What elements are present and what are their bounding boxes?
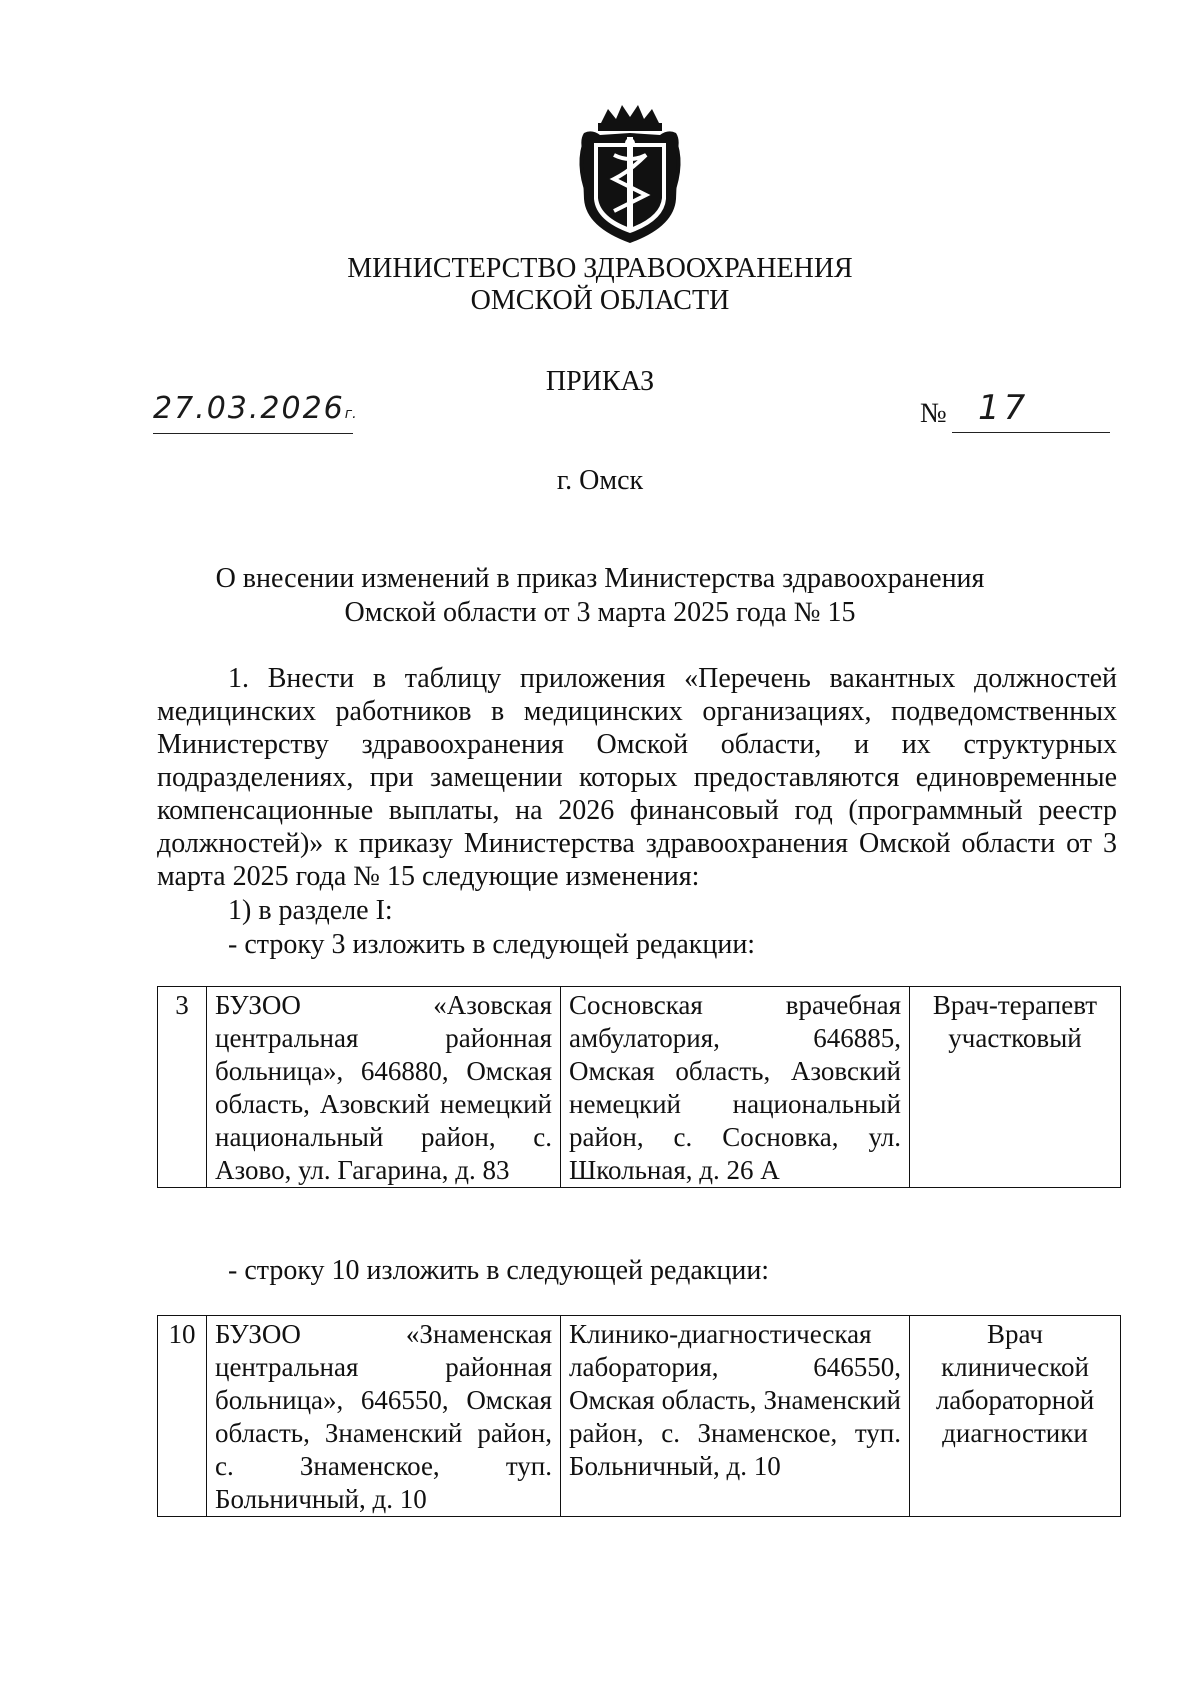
document-subject — [200, 562, 1000, 630]
replacement-table-row10 — [157, 1315, 1121, 1517]
item-1-heading: 1) в разделе I: — [228, 895, 393, 926]
ministry-title-line1: МИНИСТЕРСТВО ЗДРАВООХРАНЕНИЯ — [347, 253, 853, 284]
date-suffix: г. — [344, 406, 357, 422]
replacement-table-row3 — [157, 986, 1121, 1188]
handwritten-date — [153, 390, 357, 434]
table-row — [158, 987, 1121, 1188]
row10-intro-text: - строку 10 изложить в следующей редакции: — [228, 1255, 770, 1286]
order-number-label: № — [920, 398, 947, 429]
row3-intro-text: - строку 3 изложить в следующей редакции: — [228, 929, 756, 960]
date-value: 27.03.2026 — [153, 391, 345, 426]
ministry-title-line2: ОМСКОЙ ОБЛАСТИ — [470, 285, 730, 316]
city-name: г. Омск — [556, 465, 644, 496]
handwritten-order-number: 17 — [978, 388, 1030, 428]
crest-icon — [570, 103, 690, 245]
subdivision-cell: Клинико-диагностическая лаборатория, 646550, Омская область, Знаменский район, с. Знаменское, туп. Больничный, д. 10 — [561, 1316, 910, 1517]
organization-cell: БУЗОО «Знаменская центральная районная больница», 646550, Омская область, Знаменский район, с. Знаменское, туп. Больничный, д. 10 — [207, 1316, 561, 1517]
table-row — [158, 1316, 1121, 1517]
subdivision-cell: Сосновская врачебная амбулатория, 646885, Омская область, Азовский немецкий национальный район, с. Сосновка, ул. Школьная, д. 26 А — [561, 987, 910, 1188]
document-type-title: ПРИКАЗ — [545, 366, 655, 397]
order-number-underline — [952, 390, 1110, 433]
paragraph-1: 1. Внести в таблицу приложения «Перечень вакантных должностей медицинских работников в медицинских организациях, подведомственных Министерству здравоохранения Омской области, и их структурных подразделениях, при замещении которых предоставляются единовременные компенсационные выплаты, на 2026 финансовый год (программный реестр должностей)» к приказу Министерства здравоохранения Омской области от 3 марта 2025 года № 15 следующие изменения: — [157, 663, 1117, 892]
organization-cell: БУЗОО «Азовская центральная районная больница», 646880, Омская область, Азовский немецкий национальный район, с. Азово, ул. Гагарина, д. 83 — [207, 987, 561, 1188]
subject-line1: О внесении изменений в приказ Министерства здравоохранения — [215, 563, 985, 594]
row-number-cell: 10 — [158, 1316, 207, 1517]
position-cell: Врач-терапевт участковый — [910, 987, 1121, 1188]
subject-line2: Омской области от 3 марта 2025 года № 15 — [344, 597, 856, 628]
position-cell: Врач клинической лабораторной диагностики — [910, 1316, 1121, 1517]
coat-of-arms-emblem — [570, 103, 690, 245]
row-number-cell: 3 — [158, 987, 207, 1188]
